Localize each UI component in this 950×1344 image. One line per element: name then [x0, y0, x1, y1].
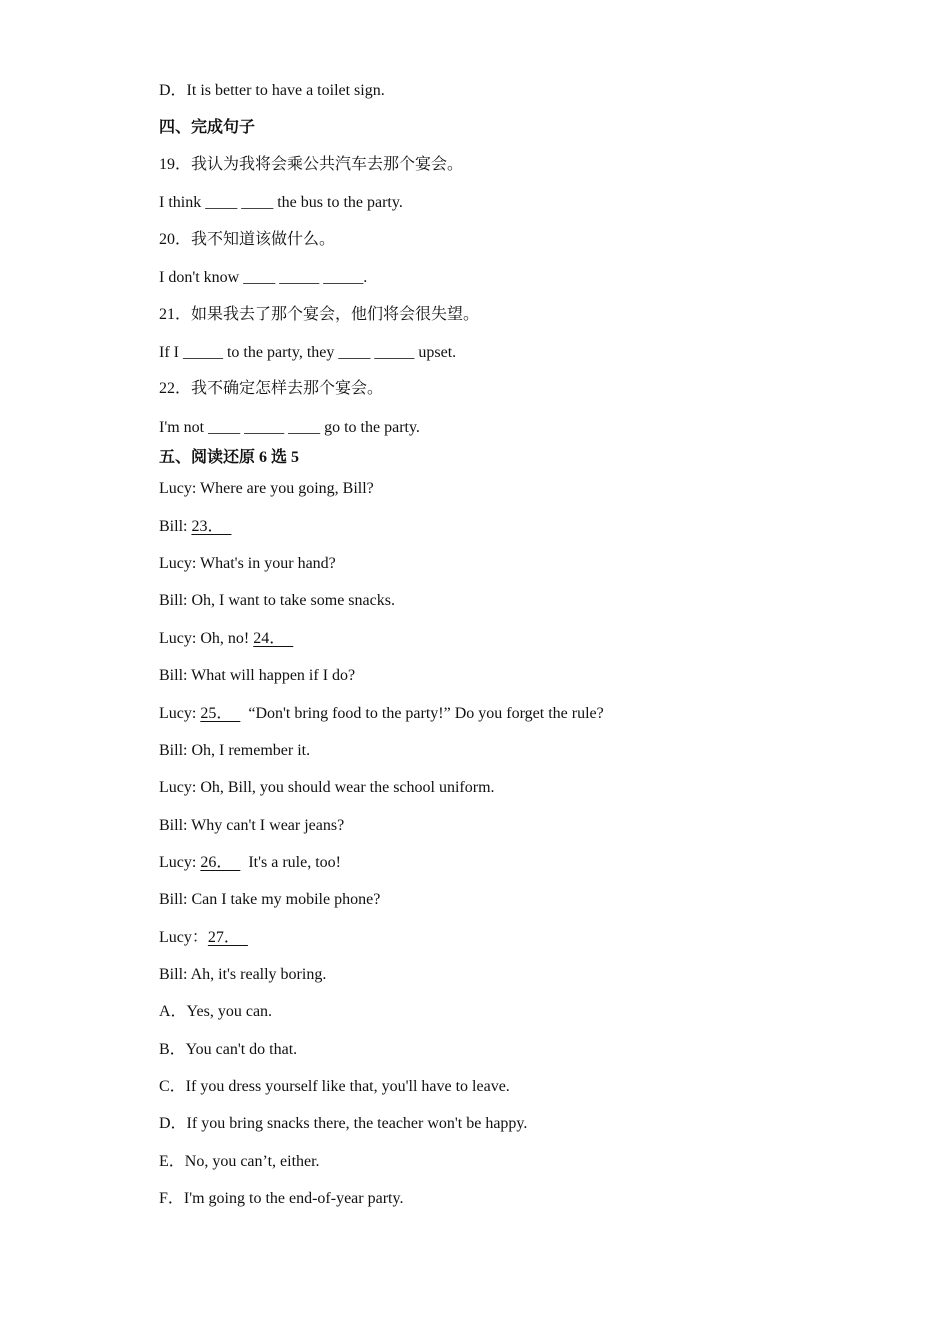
dialogue-line [159, 890, 380, 910]
line-text: “Don't bring food to the party!” Do you forget the rule? [240, 705, 604, 722]
speaker: Lucy: [159, 630, 201, 647]
dialogue-line [159, 778, 495, 798]
option-e: E．No, you can’t, either. [159, 1153, 320, 1170]
speaker: Lucy: [159, 555, 201, 572]
answer-blank-26: 26． [200, 854, 241, 871]
answer-blank-24: 24． [253, 630, 294, 647]
dialogue-line [159, 704, 604, 724]
question-20-chinese: 20．我不知道该做什么。 [159, 231, 336, 248]
dialogue-line [159, 853, 341, 873]
question-22-chinese: 22．我不确定怎样去那个宴会。 [159, 380, 384, 397]
dialogue-line [159, 629, 293, 649]
speaker: Bill: [159, 891, 192, 908]
answer-blank-27: 27． [207, 929, 248, 946]
section-4-heading: 四、完成句子 [159, 119, 256, 136]
option-f: F．I'm going to the end-of-year party. [159, 1190, 404, 1207]
line-text: Oh, I remember it. [191, 742, 311, 759]
dialogue-line [159, 741, 310, 761]
line-text: Ah, it's really boring. [190, 966, 327, 983]
question-21-english: If I _____ to the party, they ____ _____ upset. [159, 344, 457, 361]
speaker: Lucy: [159, 480, 201, 497]
option-b: B．You can't do that. [159, 1041, 298, 1058]
speaker: Lucy: [159, 854, 201, 871]
dialogue-line [159, 816, 344, 836]
speaker: Bill: [159, 742, 192, 759]
line-text: What's in your hand? [200, 555, 336, 572]
section-5-heading: 五、阅读还原 6 选 5 [159, 449, 300, 466]
line-text: What will happen if I do? [191, 667, 356, 684]
speaker: Lucy: [159, 779, 201, 796]
speaker: Bill: [159, 667, 192, 684]
previous-option-d: D．It is better to have a toilet sign. [159, 82, 385, 99]
speaker: Bill: [159, 966, 191, 983]
speaker: Bill: [159, 817, 192, 834]
question-19-chinese: 19．我认为我将会乘公共汽车去那个宴会。 [159, 156, 464, 173]
line-text: Oh, I want to take some snacks. [191, 592, 395, 609]
dialogue-line [159, 591, 395, 611]
speaker: Lucy: [159, 705, 201, 722]
line-text: Oh, Bill, you should wear the school uniform. [200, 779, 495, 796]
question-21-chinese: 21．如果我去了那个宴会，他们将会很失望。 [159, 306, 480, 323]
dialogue-line [159, 554, 336, 574]
option-c: C．If you dress yourself like that, you'll have to leave. [159, 1078, 510, 1095]
line-text: It's a rule, too! [240, 854, 341, 871]
answer-blank-25: 25． [200, 705, 241, 722]
option-d: D．If you bring snacks there, the teacher won't be happy. [159, 1115, 528, 1132]
dialogue-line [159, 928, 248, 948]
dialogue-line [159, 965, 326, 985]
answer-blank-23: 23． [191, 518, 232, 535]
speaker: Lucy： [159, 929, 208, 946]
line-text: Why can't I wear jeans? [191, 817, 345, 834]
speaker: Bill: [159, 518, 192, 535]
line-text: Can I take my mobile phone? [191, 891, 381, 908]
option-a: A．Yes, you can. [159, 1003, 273, 1020]
question-20-english: I don't know ____ _____ _____. [159, 269, 368, 286]
dialogue-line [159, 517, 231, 537]
dialogue-line [159, 666, 355, 686]
question-22-english: I'm not ____ _____ ____ go to the party. [159, 419, 420, 436]
line-text: Oh, no! [200, 630, 254, 647]
speaker: Bill: [159, 592, 192, 609]
dialogue-line [159, 479, 374, 499]
question-19-english: I think ____ ____ the bus to the party. [159, 194, 403, 211]
line-text: Where are you going, Bill? [200, 480, 374, 497]
